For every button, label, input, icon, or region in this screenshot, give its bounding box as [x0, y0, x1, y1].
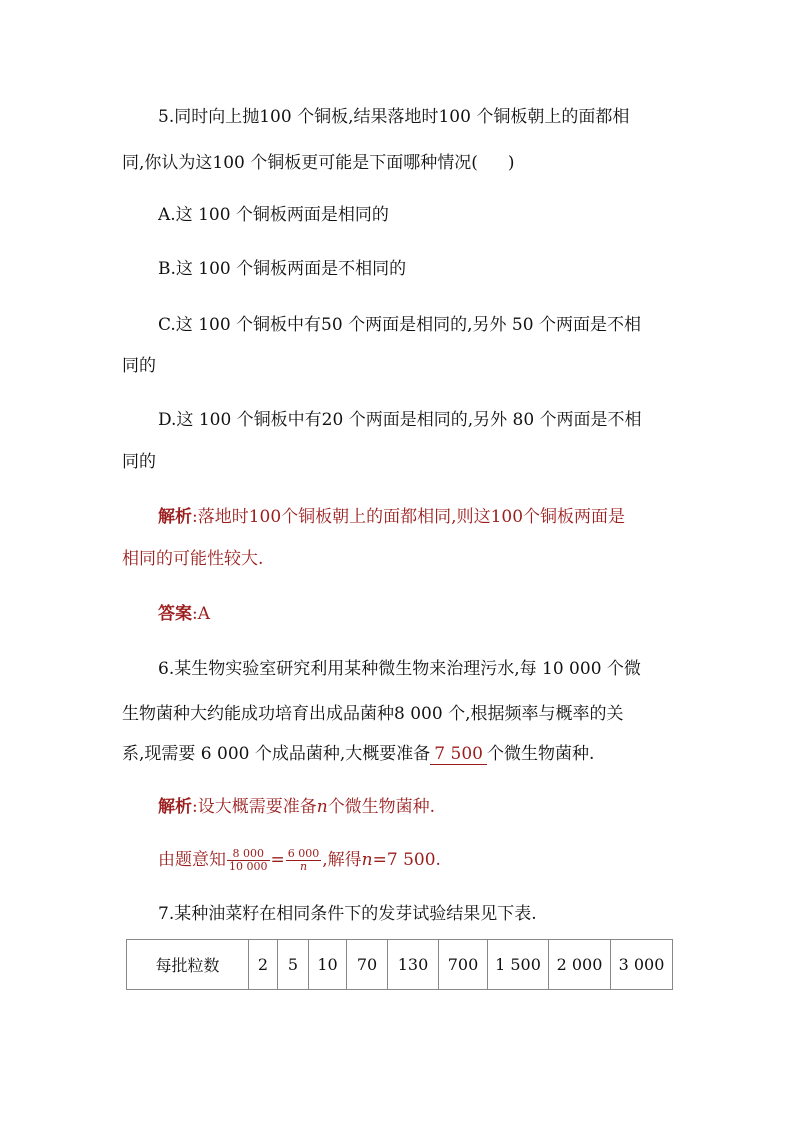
table-cell: 5 — [278, 940, 309, 990]
q6-fraction-2-denominator: n — [299, 860, 308, 873]
table-cell: 10 — [309, 940, 347, 990]
q6-analysis-text-1b: 个微生物菌种. — [327, 797, 436, 817]
table-cell: 2 000 — [549, 940, 611, 990]
q5-option-d-line-1: D.这 100 个铜板中有20 个两面是相同的,另外 80 个两面是不相 — [158, 410, 642, 430]
q5-stem-line-2 — [122, 152, 515, 174]
q6-analysis-label: 解析 — [158, 797, 192, 817]
table-cell: 700 — [439, 940, 488, 990]
q5-stem-text: 同,你认为这100 个铜板更可能是下面哪种情况( — [122, 153, 478, 173]
table-cell: 130 — [388, 940, 439, 990]
table-cell: 1 500 — [488, 940, 549, 990]
q6-analysis-variable: n — [316, 797, 328, 817]
q6-fraction-2-numerator: 6 000 — [287, 847, 320, 860]
q6-fraction-1-denominator: 10 000 — [229, 860, 268, 873]
q6-analysis-line-2 — [158, 848, 441, 873]
q6-equals-sign: = — [270, 850, 285, 870]
q7-stem-line-1: 7.某种油菜籽在相同条件下的发芽试验结果见下表. — [158, 904, 537, 924]
q6-fraction-1-numerator: 8 000 — [227, 848, 270, 861]
table-cell: 2 — [249, 940, 278, 990]
q6-solution-variable: n — [361, 850, 373, 870]
q6-fraction-1 — [227, 848, 270, 873]
table-header-cell: 每批粒数 — [127, 940, 249, 990]
q5-analysis-line-1 — [158, 506, 625, 528]
q5-analysis-text-1: :落地时100个铜板朝上的面都相同,则这100个铜板两面是 — [192, 507, 626, 527]
q6-stem-line-1: 6.某生物实验室研究利用某种微生物来治理污水,每 10 000 个微 — [158, 659, 641, 679]
q5-close-paren: ) — [507, 153, 515, 173]
q5-stem-line-1: 5.同时向上抛100 个铜板,结果落地时100 个铜板朝上的面都相 — [158, 107, 630, 127]
seed-germination-table — [126, 939, 673, 990]
q6-analysis-line-1 — [158, 796, 435, 818]
q6-stem-text-after: 个微生物菌种. — [486, 744, 595, 764]
q5-option-c-line-1: C.这 100 个铜板中有50 个两面是相同的,另外 50 个两面是不相 — [158, 315, 641, 335]
q6-answer-blank: 7 500 — [430, 744, 487, 765]
table-row — [127, 940, 673, 990]
q6-solution-value: =7 500. — [372, 850, 441, 870]
q5-option-d-line-2: 同的 — [122, 452, 156, 472]
q5-option-c-line-2: 同的 — [122, 356, 156, 376]
q6-fraction-2 — [286, 848, 322, 873]
q6-analysis-text-2b: ,解得 — [322, 850, 362, 870]
q5-answer-value: :A — [192, 604, 211, 624]
q5-option-a: A.这 100 个铜板两面是相同的 — [158, 205, 389, 225]
table-cell: 70 — [347, 940, 388, 990]
q5-answer — [158, 603, 210, 625]
q6-stem-line-2: 生物菌种大约能成功培育出成品菌种8 000 个,根据频率与概率的关 — [122, 704, 624, 724]
table-cell: 3 000 — [611, 940, 673, 990]
q5-analysis-label: 解析 — [158, 507, 192, 527]
q6-stem-text-before: 系,现需要 6 000 个成品菌种,大概要准备 — [122, 744, 431, 764]
q6-analysis-text-2a: 由题意知 — [158, 850, 226, 870]
q6-analysis-text-1a: :设大概需要准备 — [192, 797, 317, 817]
q5-option-b: B.这 100 个铜板两面是不相同的 — [158, 259, 407, 279]
q6-stem-line-3 — [122, 743, 594, 765]
q5-analysis-line-2: 相同的可能性较大. — [122, 549, 264, 569]
q5-answer-label: 答案 — [158, 604, 192, 624]
